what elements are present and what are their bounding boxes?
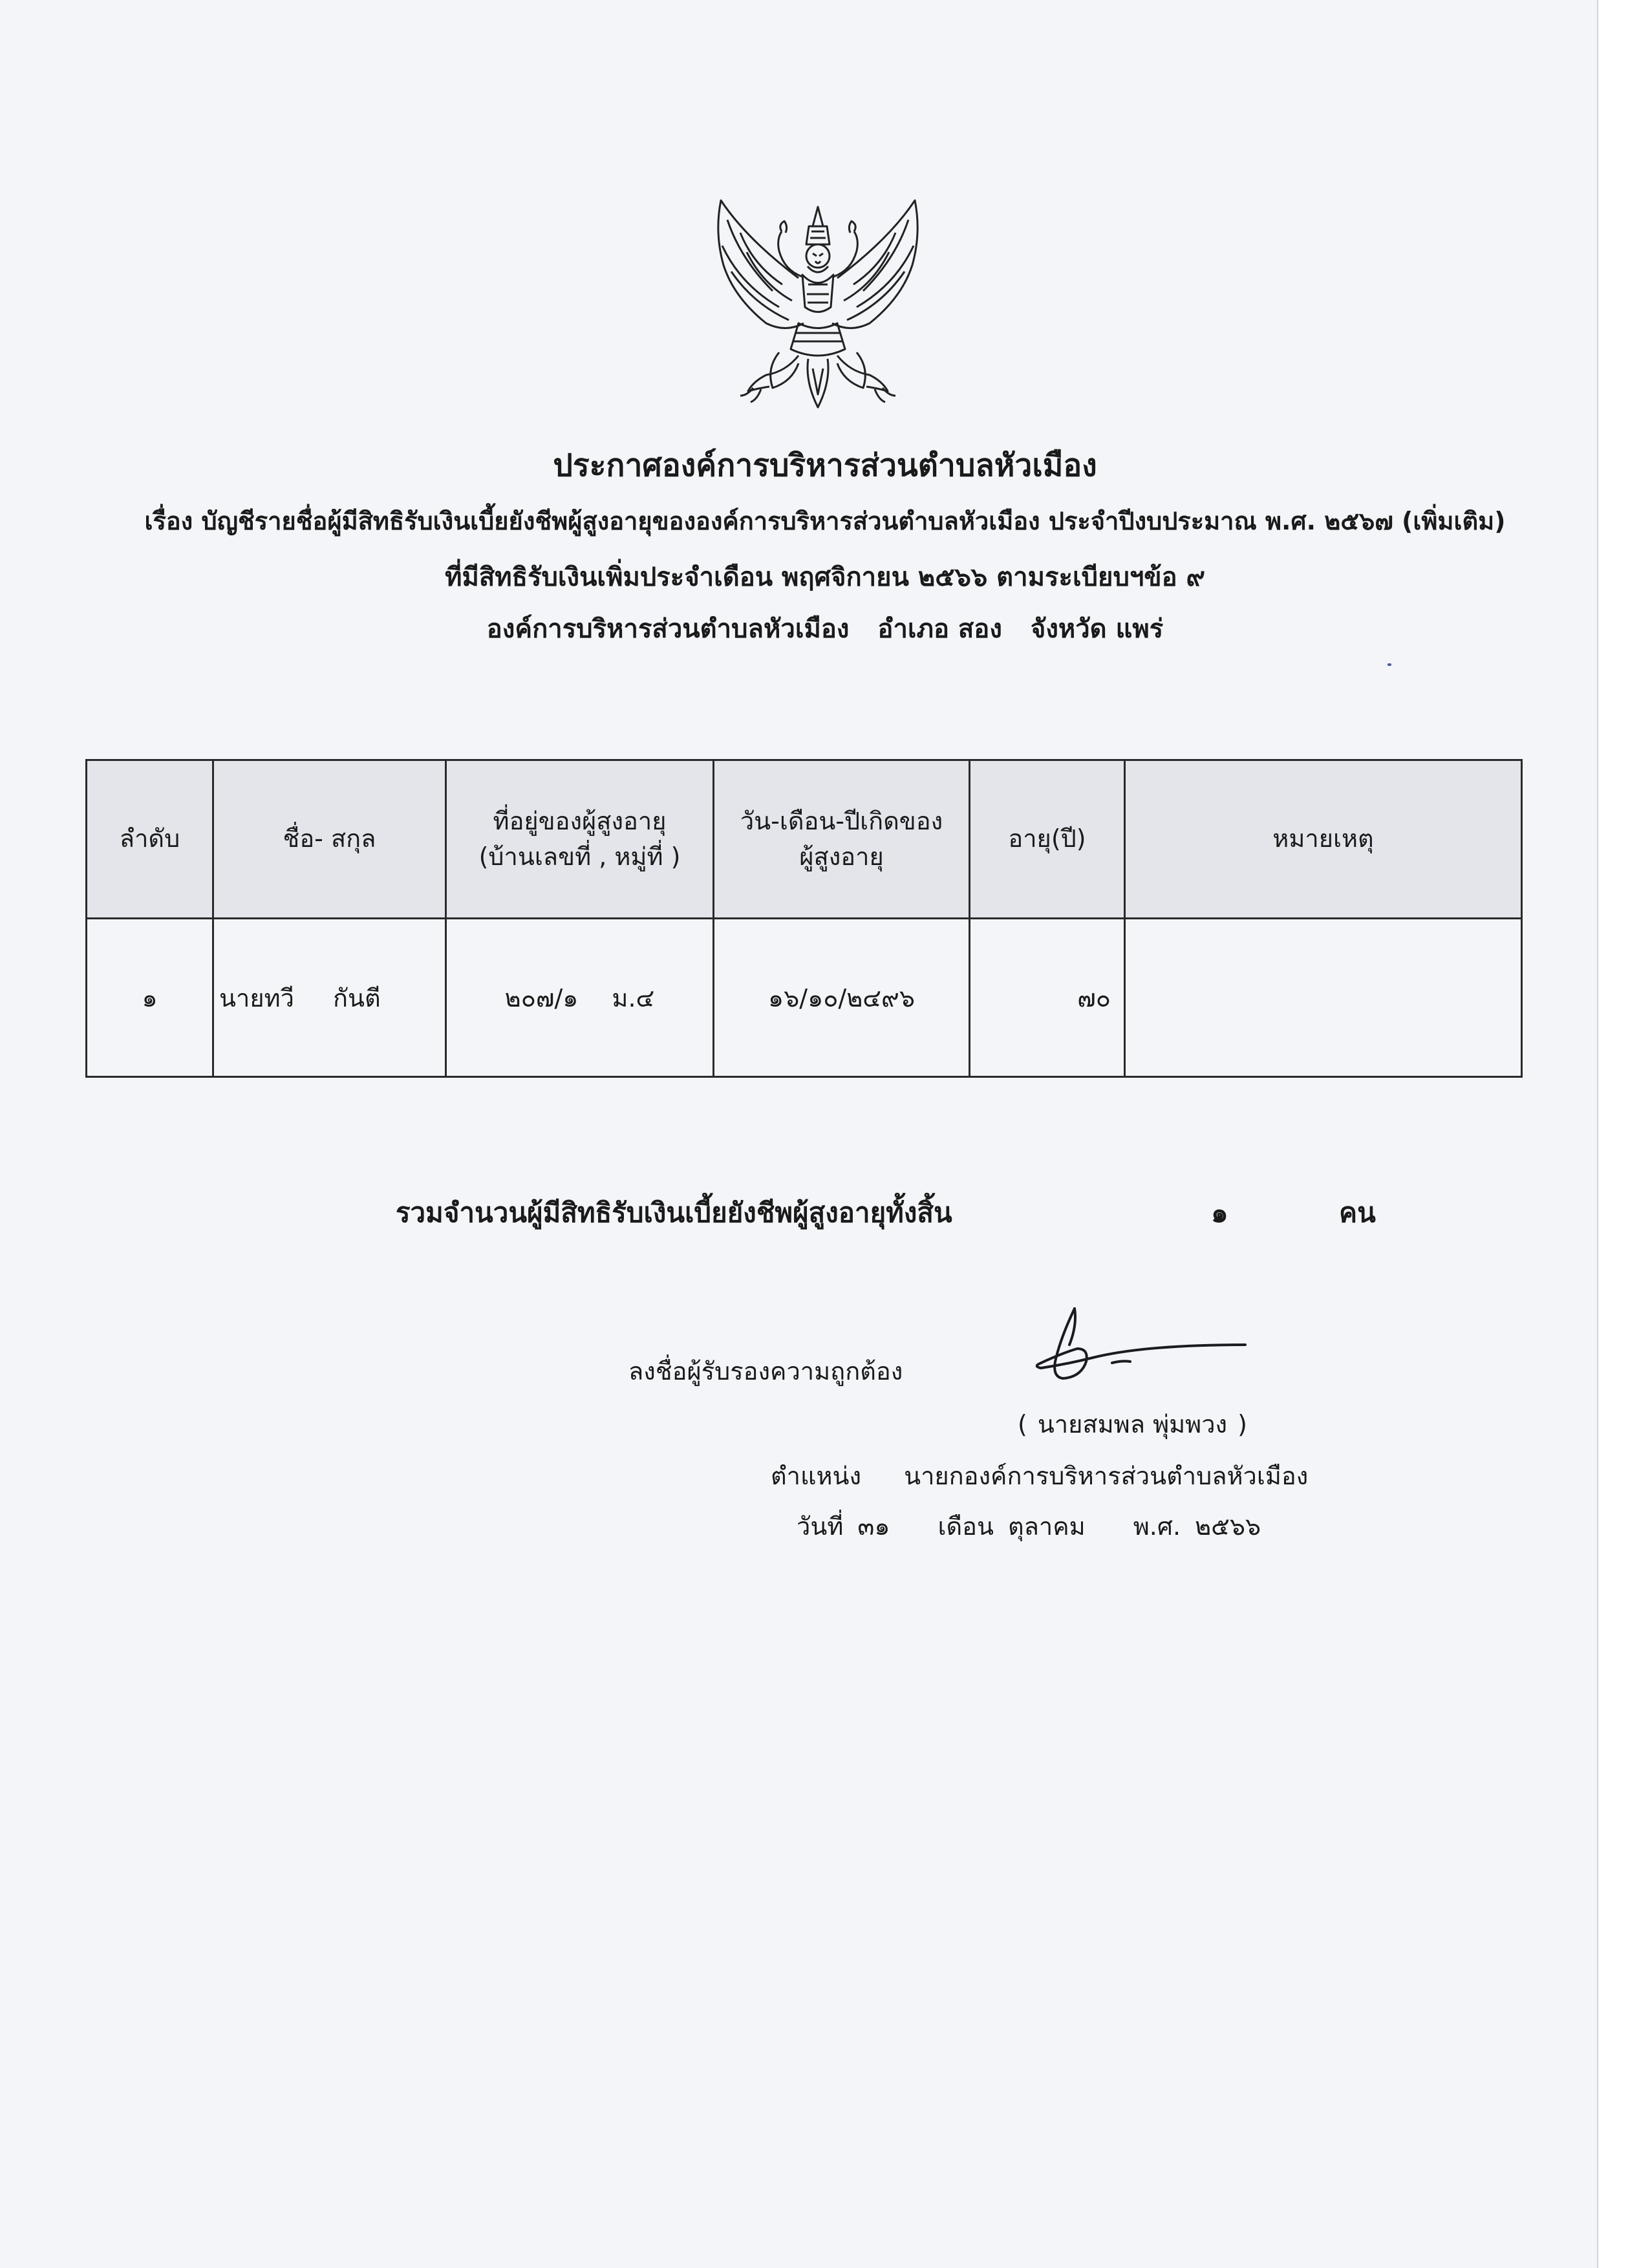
announcement-eligibility: ที่มีสิทธิรับเงินเพิ่มประจำเดือน พฤศจิกายน ๒๕๖๖ ตามระเบียบฯข้อ ๙ <box>445 562 1205 592</box>
first-name: นายทวี <box>219 983 294 1012</box>
header-address <box>446 760 714 919</box>
house-number: ๒๐๗/๑ <box>504 983 579 1012</box>
cell-address <box>446 919 714 1077</box>
header-no: ลำดับ <box>87 760 213 919</box>
last-name: กันตี <box>332 983 381 1012</box>
signer-name <box>1012 1404 1252 1444</box>
cell-dob: ๑๖/๑๐/๒๔๙๖ <box>714 919 970 1077</box>
position-label: ตำแหน่ง <box>771 1462 862 1490</box>
header-name: ชื่อ- สกุล <box>213 760 446 919</box>
total-count: ๑ <box>1211 1197 1228 1228</box>
header-dob-line1: วัน-เดือน-ปีเกิดของ <box>740 806 943 835</box>
cell-age: ๗๐ <box>970 919 1125 1077</box>
village-number: ม.๔ <box>612 983 655 1012</box>
signer-paren-close: ) <box>1238 1410 1247 1439</box>
header-age: อายุ(ปี) <box>970 760 1125 919</box>
province-name: จังหวัด แพร่ <box>1030 614 1164 644</box>
cell-no: ๑ <box>87 919 213 1077</box>
announcement-subject: เรื่อง บัญชีรายชื่อผู้มีสิทธิรับเงินเบี้ยยังชีพผู้สูงอายุขององค์การบริหารส่วนตำบลหัวเมือง ประจำปีงบประมาณ พ.ศ. ๒๕๖๗ (เพิ่มเติม) <box>144 507 1506 535</box>
position-value: นายกองค์การบริหารส่วนตำบลหัวเมือง <box>904 1462 1309 1490</box>
cell-name <box>213 919 446 1077</box>
certification-label: ลงชื่อผู้รับรองความถูกต้อง <box>628 1357 903 1385</box>
total-unit: คน <box>1339 1197 1376 1228</box>
cell-remark <box>1125 919 1522 1077</box>
date-day-label: วันที่ <box>797 1512 844 1541</box>
date-month-label: เดือน <box>938 1512 994 1541</box>
table-header-row <box>87 760 1522 919</box>
header-remark: หมายเหตุ <box>1125 760 1522 919</box>
signature-mark <box>1015 1300 1248 1396</box>
date-year: ๒๕๖๖ <box>1195 1512 1261 1541</box>
total-label: รวมจำนวนผู้มีสิทธิรับเงินเบี้ยยังชีพผู้สูงอายุทั้งสิ้น <box>396 1197 952 1228</box>
table-row <box>87 919 1522 1077</box>
announcement-title: ประกาศองค์การบริหารส่วนตำบลหัวเมือง <box>553 447 1097 484</box>
signing-date <box>797 1506 1275 1546</box>
signer-full-name: นายสมพล พุ่มพวง <box>1037 1410 1228 1439</box>
organization-name: องค์การบริหารส่วนตำบลหัวเมือง <box>486 614 850 644</box>
date-month: ตุลาคม <box>1007 1512 1086 1541</box>
header-dob-line2: ผู้สูงอายุ <box>799 842 884 871</box>
ink-speck <box>1388 663 1391 666</box>
header-dob <box>714 760 970 919</box>
signer-paren-open: ( <box>1018 1410 1027 1439</box>
header-address-line1: ที่อยู่ของผู้สูงอายุ <box>493 806 667 835</box>
announcement-location <box>0 608 1650 649</box>
garuda-emblem-icon <box>702 194 934 417</box>
header-address-line2: (บ้านเลขที่ , หมู่ที่ ) <box>478 842 681 871</box>
date-day: ๓๑ <box>857 1512 890 1541</box>
beneficiary-table <box>85 759 1523 1078</box>
signer-position <box>771 1456 1308 1495</box>
district-name: อำเภอ สอง <box>877 614 1002 644</box>
page-edge <box>1597 0 1650 2268</box>
date-year-label: พ.ศ. <box>1133 1512 1181 1541</box>
